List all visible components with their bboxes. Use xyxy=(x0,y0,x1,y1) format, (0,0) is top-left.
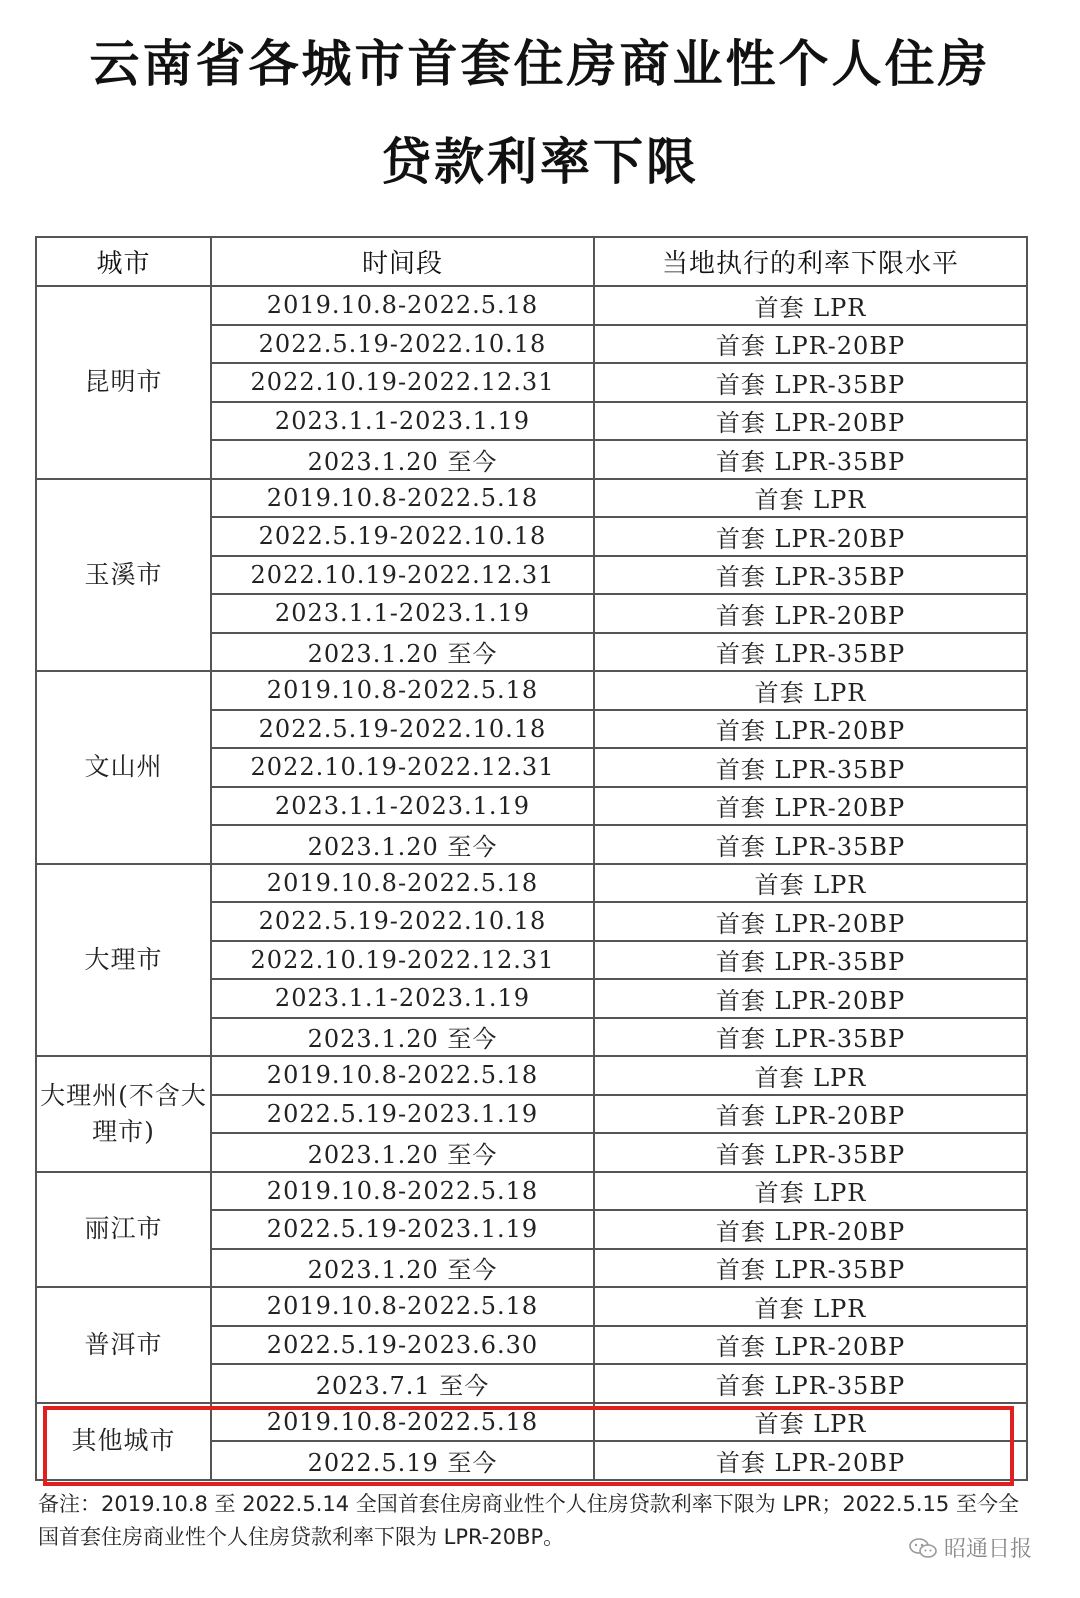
period-cell: 2019.10.8-2022.5.18 xyxy=(211,864,594,903)
rate-cell: 首套 LPR-20BP xyxy=(594,1326,1027,1365)
period-cell: 2022.5.19-2022.10.18 xyxy=(211,325,594,364)
period-cell: 2019.10.8-2022.5.18 xyxy=(211,671,594,710)
table-row xyxy=(36,1403,1027,1442)
table-header-row xyxy=(36,237,1027,286)
period-cell: 2022.10.19-2022.12.31 xyxy=(211,748,594,787)
period-cell: 2019.10.8-2022.5.18 xyxy=(211,1056,594,1095)
period-cell: 2023.1.20 至今 xyxy=(211,1249,594,1288)
rate-cell: 首套 LPR-35BP xyxy=(594,1018,1027,1057)
period-cell: 2023.1.20 至今 xyxy=(211,633,594,672)
header-period: 时间段 xyxy=(211,237,594,286)
period-cell: 2019.10.8-2022.5.18 xyxy=(211,479,594,518)
period-cell: 2022.5.19-2023.1.19 xyxy=(211,1210,594,1249)
rate-cell: 首套 LPR-35BP xyxy=(594,363,1027,402)
city-cell: 昆明市 xyxy=(36,286,211,479)
period-cell: 2023.7.1 至今 xyxy=(211,1364,594,1403)
rate-cell: 首套 LPR-20BP xyxy=(594,594,1027,633)
period-cell: 2019.10.8-2022.5.18 xyxy=(211,1287,594,1326)
rate-cell: 首套 LPR-20BP xyxy=(594,787,1027,826)
document-title-line-1: 云南省各城市首套住房商业性个人住房 xyxy=(89,35,991,93)
period-cell: 2023.1.20 至今 xyxy=(211,440,594,479)
period-cell: 2022.5.19-2022.10.18 xyxy=(211,902,594,941)
rate-cell: 首套 LPR-35BP xyxy=(594,1133,1027,1172)
city-cell: 玉溪市 xyxy=(36,479,211,672)
rate-table xyxy=(35,236,1028,1481)
rate-cell: 首套 LPR-20BP xyxy=(594,402,1027,441)
rate-cell: 首套 LPR xyxy=(594,671,1027,710)
rate-cell: 首套 LPR-35BP xyxy=(594,440,1027,479)
rate-cell: 首套 LPR-35BP xyxy=(594,941,1027,980)
period-cell: 2022.5.19-2022.10.18 xyxy=(211,710,594,749)
rate-cell: 首套 LPR xyxy=(594,1287,1027,1326)
period-cell: 2023.1.1-2023.1.19 xyxy=(211,594,594,633)
rate-cell: 首套 LPR-20BP xyxy=(594,1441,1027,1480)
rate-cell: 首套 LPR xyxy=(594,864,1027,903)
rate-cell: 首套 LPR-35BP xyxy=(594,1249,1027,1288)
wechat-icon xyxy=(908,1537,938,1559)
rate-cell: 首套 LPR-20BP xyxy=(594,325,1027,364)
table-row xyxy=(36,479,1027,518)
rate-cell: 首套 LPR-35BP xyxy=(594,748,1027,787)
rate-cell: 首套 LPR xyxy=(594,479,1027,518)
period-cell: 2022.10.19-2022.12.31 xyxy=(211,941,594,980)
period-cell: 2022.5.19 至今 xyxy=(211,1441,594,1480)
table-row xyxy=(36,671,1027,710)
rate-cell: 首套 LPR-35BP xyxy=(594,1364,1027,1403)
period-cell: 2023.1.20 至今 xyxy=(211,1018,594,1057)
period-cell: 2023.1.1-2023.1.19 xyxy=(211,402,594,441)
city-cell: 普洱市 xyxy=(36,1287,211,1403)
table-row xyxy=(36,864,1027,903)
rate-cell: 首套 LPR-35BP xyxy=(594,825,1027,864)
city-cell: 丽江市 xyxy=(36,1172,211,1288)
rate-cell: 首套 LPR-20BP xyxy=(594,710,1027,749)
period-cell: 2019.10.8-2022.5.18 xyxy=(211,286,594,325)
rate-cell: 首套 LPR-20BP xyxy=(594,1210,1027,1249)
period-cell: 2023.1.1-2023.1.19 xyxy=(211,979,594,1018)
period-cell: 2023.1.20 至今 xyxy=(211,825,594,864)
rate-cell: 首套 LPR xyxy=(594,1172,1027,1211)
document-title-line-2: 贷款利率下限 xyxy=(381,133,699,191)
footnote: 备注：2019.10.8 至 2022.5.14 全国首套住房商业性个人住房贷款利率下限为 LPR；2022.5.15 至今全国首套住房商业性个人住房贷款利率下限为 LPR-20BP。 xyxy=(38,1492,1019,1549)
table-body xyxy=(36,286,1027,1480)
watermark-text: 昭通日报 xyxy=(943,1537,1032,1562)
table-row xyxy=(36,1172,1027,1211)
rate-cell: 首套 LPR-35BP xyxy=(594,633,1027,672)
rate-cell: 首套 LPR xyxy=(594,1403,1027,1442)
rate-cell: 首套 LPR-35BP xyxy=(594,556,1027,595)
table-row xyxy=(36,1056,1027,1095)
period-cell: 2019.10.8-2022.5.18 xyxy=(211,1403,594,1442)
city-cell: 大理市 xyxy=(36,864,211,1057)
period-cell: 2022.10.19-2022.12.31 xyxy=(211,556,594,595)
period-cell: 2022.5.19-2023.1.19 xyxy=(211,1095,594,1134)
rate-cell: 首套 LPR xyxy=(594,1056,1027,1095)
header-city: 城市 xyxy=(36,237,211,286)
period-cell: 2022.5.19-2023.6.30 xyxy=(211,1326,594,1365)
watermark xyxy=(908,1532,1032,1563)
period-cell: 2023.1.1-2023.1.19 xyxy=(211,787,594,826)
rate-cell: 首套 LPR-20BP xyxy=(594,979,1027,1018)
city-cell: 大理州(不含大理市) xyxy=(36,1056,211,1172)
rate-cell: 首套 LPR-20BP xyxy=(594,902,1027,941)
city-cell: 其他城市 xyxy=(36,1403,211,1480)
city-cell: 文山州 xyxy=(36,671,211,864)
table-row xyxy=(36,1287,1027,1326)
header-rate: 当地执行的利率下限水平 xyxy=(594,237,1027,286)
rate-cell: 首套 LPR xyxy=(594,286,1027,325)
rate-cell: 首套 LPR-20BP xyxy=(594,1095,1027,1134)
table-row xyxy=(36,286,1027,325)
period-cell: 2019.10.8-2022.5.18 xyxy=(211,1172,594,1211)
period-cell: 2022.5.19-2022.10.18 xyxy=(211,517,594,556)
period-cell: 2022.10.19-2022.12.31 xyxy=(211,363,594,402)
rate-cell: 首套 LPR-20BP xyxy=(594,517,1027,556)
period-cell: 2023.1.20 至今 xyxy=(211,1133,594,1172)
